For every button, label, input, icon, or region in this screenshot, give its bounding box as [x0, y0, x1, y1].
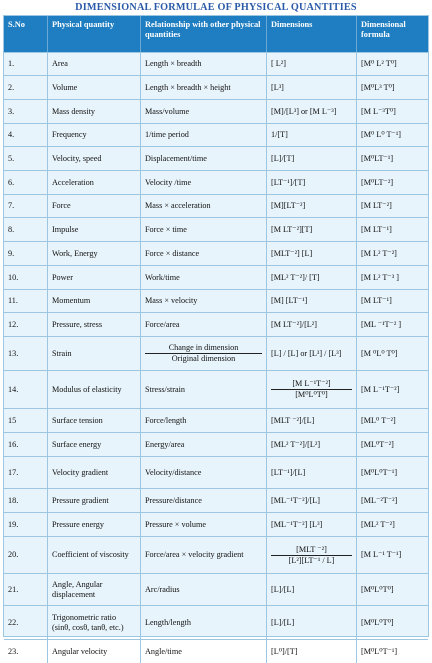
dimensions-text: [MLT ⁻²]/[L] [271, 415, 315, 425]
formula-text: [ML⁰T⁻²] [361, 439, 394, 449]
quantity-text: Strain [52, 348, 72, 358]
cell-dimensional-formula [357, 313, 428, 336]
dimensions-text: 1/[T] [271, 130, 288, 140]
page-title: DIMENSIONAL FORMULAE OF PHYSICAL QUANTITIES [75, 2, 357, 13]
sno-text: 13. [8, 348, 19, 358]
cell-relationship [141, 313, 267, 336]
cell-relationship [141, 53, 267, 75]
sno-text: 1. [8, 59, 15, 69]
cell-sno [4, 371, 48, 408]
quantity-text: Acceleration [52, 177, 94, 187]
cell-dimensions [267, 124, 357, 146]
cell-sno [4, 537, 48, 573]
cell-dimensional-formula [357, 171, 428, 194]
cell-relationship [141, 457, 267, 488]
cell-dimensions [267, 53, 357, 75]
cell-dimensions [267, 76, 357, 99]
quantity-text: Velocity gradient [52, 467, 109, 477]
cell-physical-quantity [48, 76, 141, 99]
cell-dimensions [267, 433, 357, 456]
dimensions-text: [M] [LT⁻¹] [271, 296, 308, 306]
relationship-text: 1/time period [145, 130, 189, 140]
cell-dimensional-formula [357, 513, 428, 536]
fraction-numerator: [MLT ⁻²] [271, 545, 352, 556]
cell-sno [4, 433, 48, 456]
quantity-text: Mass density [52, 106, 95, 116]
formula-text: [M⁰LT⁻¹] [361, 153, 394, 163]
cell-physical-quantity [48, 457, 141, 488]
cell-dimensions [267, 371, 357, 408]
cell-sno [4, 124, 48, 146]
cell-relationship [141, 433, 267, 456]
cell-sno [4, 337, 48, 370]
table-row [4, 606, 428, 640]
cell-physical-quantity [48, 371, 141, 408]
cell-sno [4, 242, 48, 265]
cell-dimensional-formula [357, 147, 428, 170]
cell-relationship [141, 574, 267, 605]
quantity-text: Coefficient of viscosity [52, 550, 129, 560]
fraction-numerator: [M L⁻¹T⁻²] [271, 379, 352, 390]
dimensions-text: [ L²] [271, 59, 286, 69]
cell-physical-quantity [48, 124, 141, 146]
cell-physical-quantity [48, 147, 141, 170]
relationship-text: Force × time [145, 224, 187, 234]
fraction [271, 545, 352, 565]
cell-dimensional-formula [357, 218, 428, 241]
cell-physical-quantity [48, 433, 141, 456]
dimensional-formulae-table [3, 15, 429, 656]
header-physical-quantity: Physical quantity [48, 16, 141, 52]
sno-text: 9. [8, 248, 15, 258]
relationship-text: Length/length [145, 617, 191, 627]
cell-sno [4, 489, 48, 512]
cell-physical-quantity [48, 313, 141, 336]
cell-dimensions [267, 574, 357, 605]
cell-relationship [141, 242, 267, 265]
cell-sno [4, 53, 48, 75]
cell-sno [4, 218, 48, 241]
cell-sno [4, 574, 48, 605]
dimensions-text: [L] / [L] or [L³] / [L³] [271, 348, 342, 358]
table-row [4, 76, 428, 100]
formula-text: [ML⁻²T⁻²] [361, 495, 398, 505]
sno-text: 19. [8, 519, 19, 529]
table-row [4, 489, 428, 513]
quantity-text: Modulus of elasticity [52, 384, 122, 394]
dimensions-text: [M LT⁻²]/[L²] [271, 319, 317, 329]
relationship-text: Force/area [145, 319, 180, 329]
formula-text: [M LT⁻²] [361, 201, 392, 211]
cell-physical-quantity [48, 242, 141, 265]
table-row [4, 218, 428, 242]
cell-sno [4, 313, 48, 336]
sno-text: 17. [8, 467, 19, 477]
cell-physical-quantity [48, 409, 141, 432]
cell-physical-quantity [48, 489, 141, 512]
cell-physical-quantity [48, 53, 141, 75]
table-row [4, 313, 428, 337]
quantity-text: Surface tension [52, 415, 103, 425]
quantity-text: Angle, Angular displacement [52, 579, 103, 599]
cell-physical-quantity [48, 290, 141, 312]
dimensions-text: [ML⁻¹T⁻²] [L³] [271, 519, 323, 529]
cell-dimensions [267, 100, 357, 123]
cell-dimensional-formula [357, 195, 428, 217]
cell-dimensional-formula [357, 337, 428, 370]
cell-dimensions [267, 171, 357, 194]
formula-text: [ML⁰ T⁻²] [361, 415, 396, 425]
cell-dimensions [267, 606, 357, 639]
table-row [4, 124, 428, 147]
formula-text: [M⁰L⁰T⁰] [361, 617, 394, 627]
sno-text: 20. [8, 550, 19, 560]
sno-text: 16. [8, 439, 19, 449]
dimensions-text: [LT⁻¹]/[L] [271, 467, 306, 477]
relationship-text: Angle/time [145, 646, 182, 656]
cell-physical-quantity [48, 218, 141, 241]
cell-dimensional-formula [357, 606, 428, 639]
fraction-denominator: [L²][LT⁻¹ / L] [288, 555, 335, 565]
formula-text: [M⁰ L⁰ T⁻¹] [361, 130, 402, 140]
relationship-text: Displacement/time [145, 153, 207, 163]
relationship-text: Pressure × volume [145, 519, 207, 529]
formula-text: [M L² T⁻³ ] [361, 272, 399, 282]
relationship-text: Mass × acceleration [145, 201, 211, 211]
fraction [145, 343, 262, 363]
cell-dimensional-formula [357, 100, 428, 123]
fraction-denominator: [M⁰L⁰T⁰] [295, 390, 328, 399]
dimensions-text: [L³] [271, 82, 284, 92]
cell-relationship [141, 606, 267, 639]
sno-text: 3. [8, 106, 15, 116]
relationship-text: Velocity/distance [145, 467, 202, 477]
formula-text: [M⁰LT⁻²] [361, 177, 394, 187]
formula-text: [M⁰L⁰T⁻¹] [361, 646, 398, 656]
cell-sno [4, 266, 48, 289]
cell-relationship [141, 171, 267, 194]
table-row [4, 640, 428, 663]
cell-dimensions [267, 242, 357, 265]
table-row [4, 266, 428, 290]
table-row [4, 290, 428, 313]
table-row [4, 147, 428, 171]
relationship-text: Energy/area [145, 439, 185, 449]
table-row [4, 513, 428, 537]
cell-physical-quantity [48, 606, 141, 639]
cell-dimensions [267, 147, 357, 170]
cell-dimensional-formula [357, 433, 428, 456]
formula-text: [M LT⁻¹] [361, 224, 392, 234]
sno-text: 12. [8, 319, 19, 329]
quantity-text: Velocity, speed [52, 153, 102, 163]
relationship-text: Pressure/distance [145, 495, 202, 505]
sno-text: 22. [8, 617, 19, 627]
sno-text: 23. [8, 646, 19, 656]
cell-sno [4, 457, 48, 488]
cell-relationship [141, 337, 267, 370]
cell-dimensions [267, 537, 357, 573]
quantity-text: Work, Energy [52, 248, 98, 258]
formula-text: [M⁰ L² T⁰] [361, 59, 397, 69]
cell-dimensions [267, 337, 357, 370]
relationship-text: Force × distance [145, 248, 200, 258]
cell-physical-quantity [48, 513, 141, 536]
cell-dimensional-formula [357, 574, 428, 605]
cell-relationship [141, 195, 267, 217]
formula-text: [M L² T⁻²] [361, 248, 397, 258]
cell-sno [4, 513, 48, 536]
cell-dimensions [267, 266, 357, 289]
cell-dimensional-formula [357, 640, 428, 663]
cell-relationship [141, 489, 267, 512]
quantity-text: Impulse [52, 224, 79, 234]
cell-relationship [141, 290, 267, 312]
header-sno: S.No [4, 16, 48, 52]
relationship-text: Length × breadth × height [145, 82, 231, 92]
relationship-text: Mass/volume [145, 106, 190, 116]
formula-text: [M L⁻³T⁰] [361, 106, 396, 116]
dimensions-text: [L]/[T] [271, 153, 295, 163]
cell-relationship [141, 640, 267, 663]
cell-physical-quantity [48, 337, 141, 370]
sno-text: 4. [8, 130, 15, 140]
formula-text: [M L⁻¹ T⁻¹] [361, 550, 402, 560]
header-dimensional-formula: Dimensional formula [361, 20, 406, 39]
cell-dimensional-formula [357, 266, 428, 289]
dimensions-text: [ML⁻¹T⁻²]/[L] [271, 495, 321, 505]
dimensions-text: [MLT⁻²] [L] [271, 248, 313, 258]
cell-dimensional-formula [357, 53, 428, 75]
quantity-text: Frequency [52, 130, 87, 140]
dimensions-text: [M]/[L³] or [M L⁻³] [271, 106, 337, 116]
cell-sno [4, 147, 48, 170]
dimensions-text: [L]/[L] [271, 617, 295, 627]
dimensions-text: [L⁰]/[T] [271, 646, 298, 656]
table-row [4, 242, 428, 266]
table-row [4, 171, 428, 195]
cell-physical-quantity [48, 537, 141, 573]
cell-dimensions [267, 513, 357, 536]
cell-physical-quantity [48, 195, 141, 217]
table-row [4, 371, 428, 409]
sno-text: 7. [8, 201, 15, 211]
quantity-text: Volume [52, 82, 78, 92]
cell-dimensions [267, 457, 357, 488]
sno-text: 5. [8, 153, 15, 163]
formula-text: [M ⁰L⁰ T⁰] [361, 348, 398, 358]
cell-relationship [141, 409, 267, 432]
quantity-text: Pressure energy [52, 519, 104, 529]
formula-text: [M⁰L⁰T⁰] [361, 584, 394, 594]
table-row [4, 100, 428, 124]
cell-relationship [141, 147, 267, 170]
table-body [4, 53, 428, 663]
cell-sno [4, 76, 48, 99]
fraction-denominator: Original dimension [171, 354, 236, 363]
relationship-text: Work/time [145, 272, 180, 282]
dimensions-text: [LT⁻¹]/[T] [271, 177, 306, 187]
sno-text: 21. [8, 584, 19, 594]
cell-dimensional-formula [357, 537, 428, 573]
header-dimensions: Dimensions [267, 16, 357, 52]
cell-dimensional-formula [357, 76, 428, 99]
sno-text: 2. [8, 82, 15, 92]
dimensions-text: [M][LT⁻²] [271, 201, 306, 211]
table-row [4, 574, 428, 606]
quantity-text: Pressure, stress [52, 319, 103, 329]
quantity-text: Trigonometric ratio (sinθ, cosθ, tanθ, etc.) [52, 612, 124, 632]
relationship-text: Arc/radius [145, 584, 180, 594]
table-row [4, 195, 428, 218]
sno-text: 15 [8, 415, 17, 425]
relationship-text: Force/length [145, 415, 187, 425]
cell-dimensional-formula [357, 489, 428, 512]
cell-dimensional-formula [357, 409, 428, 432]
cell-sno [4, 100, 48, 123]
formula-text: [M⁰L⁰T⁻¹] [361, 467, 398, 477]
table-row [4, 337, 428, 371]
cell-dimensions [267, 218, 357, 241]
cell-sno [4, 195, 48, 217]
cell-dimensions [267, 195, 357, 217]
cell-dimensions [267, 640, 357, 663]
cell-physical-quantity [48, 100, 141, 123]
cell-relationship [141, 76, 267, 99]
cell-physical-quantity [48, 640, 141, 663]
relationship-text: Mass × velocity [145, 296, 198, 306]
cell-physical-quantity [48, 574, 141, 605]
quantity-text: Area [52, 59, 68, 69]
table-row [4, 457, 428, 489]
cell-sno [4, 290, 48, 312]
cell-relationship [141, 513, 267, 536]
formula-text: [M⁰L³ T⁰] [361, 82, 395, 92]
quantity-text: Momentum [52, 296, 91, 306]
cell-physical-quantity [48, 266, 141, 289]
formula-text: [M L⁻¹T⁻²] [361, 384, 400, 394]
formula-text: [ML ⁻¹T⁻² ] [361, 319, 402, 329]
cell-relationship [141, 371, 267, 408]
formula-text: [M LT⁻¹] [361, 296, 392, 306]
cell-sno [4, 171, 48, 194]
sno-text: 10. [8, 272, 19, 282]
quantity-text: Surface energy [52, 439, 102, 449]
relationship-text: Force/area × velocity gradient [145, 550, 244, 560]
table-row [4, 53, 428, 76]
sno-text: 18. [8, 495, 19, 505]
cell-dimensions [267, 409, 357, 432]
fraction [271, 379, 352, 399]
cell-relationship [141, 100, 267, 123]
relationship-text: Length × breadth [145, 59, 202, 69]
sno-text: 14. [8, 384, 19, 394]
cell-sno [4, 606, 48, 639]
relationship-text: Stress/strain [145, 384, 186, 394]
dimensions-text: [ML² T⁻²]/ [T] [271, 272, 320, 282]
cell-dimensional-formula [357, 457, 428, 488]
cell-relationship [141, 218, 267, 241]
cell-relationship [141, 537, 267, 573]
quantity-text: Angular velocity [52, 646, 108, 656]
sno-text: 6. [8, 177, 15, 187]
cell-relationship [141, 124, 267, 146]
quantity-text: Pressure gradient [52, 495, 109, 505]
cell-dimensional-formula [357, 124, 428, 146]
fraction-numerator: Change in dimension [145, 343, 262, 354]
cell-dimensions [267, 290, 357, 312]
sno-text: 11. [8, 296, 18, 306]
dimensions-text: [M LT⁻²][T] [271, 224, 313, 234]
cell-dimensions [267, 489, 357, 512]
cell-dimensions [267, 313, 357, 336]
table-row [4, 433, 428, 457]
table-row [4, 409, 428, 433]
cell-sno [4, 409, 48, 432]
formula-text: [ML² T⁻²] [361, 519, 395, 529]
cell-dimensional-formula [357, 242, 428, 265]
dimensions-text: [L]/[L] [271, 584, 295, 594]
dimensions-text: [ML² T⁻²]/[L²] [271, 439, 321, 449]
quantity-text: Power [52, 272, 73, 282]
sno-text: 8. [8, 224, 15, 234]
quantity-text: Force [52, 201, 71, 211]
table-header-row [4, 16, 428, 53]
table-row [4, 537, 428, 574]
header-relationship: Relationship with other physical quantities [141, 16, 267, 52]
cell-dimensional-formula [357, 290, 428, 312]
relationship-text: Velocity /time [145, 177, 192, 187]
cell-sno [4, 640, 48, 663]
cell-dimensional-formula [357, 371, 428, 408]
cell-relationship [141, 266, 267, 289]
cell-physical-quantity [48, 171, 141, 194]
